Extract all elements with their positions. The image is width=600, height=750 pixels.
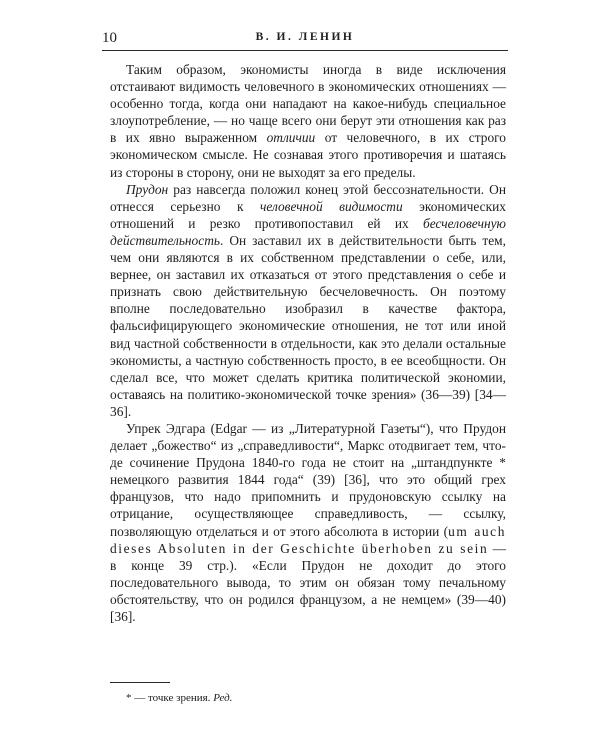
footnote-divider bbox=[110, 682, 170, 683]
paragraph-3 bbox=[110, 420, 506, 625]
paragraph-2-part-c: . Он заставил их в действительности быть тем, чем они являются в их собственном представлении о себе, или, вернее, он заставил их отказаться от этого представления о себе и признать свою действительную бесчеловечность. Он поэтому вполне последовательно изобразил в качестве фактора, фальсифицирующего экономические отношения, не тот или иной вид частной собственности в отдельности, как это делали остальные экономисты, а частную собственность просто, в ее всеобщности. Он сделал все, что может сделать критика политической экономии, оставаясь на политико-экономической точке зрения» (36—39) [34—36]. bbox=[110, 232, 506, 419]
page-header bbox=[102, 28, 508, 51]
paragraph-2 bbox=[110, 181, 506, 420]
running-head: В. И. ЛЕНИН bbox=[255, 31, 355, 43]
paragraph-2-part-b: экономических отношений и резко противопоставил ей их bbox=[110, 198, 506, 231]
paragraph-2-emphasis-a: человечной видимости bbox=[259, 198, 403, 214]
main-text bbox=[110, 61, 506, 625]
paragraph-1-part-a: Таким образом, экономисты иногда в виде исключения отстаивают видимость человечного в экономических отношениях — особенно тогда, когда они нападают на какое-нибудь специальное злоупотребление, — но чаще всего они берут эти отношения как раз в их явно выраженном bbox=[110, 62, 506, 146]
paragraph-1-part-b: от человечного, в их строго экономическом смысле. Не сознавая этого противоречия и шатаясь из стороны в сторону, они не выходят за его пределы. bbox=[110, 130, 507, 180]
paragraph-3-part-a: Упрек Эдгара (Edgar — из „Литературной Газеты“), что Прудон делает „божество“ из „справедливости“, Маркс отодвигает тем, что-де сочинение Прудона 1840-го года не стоит на „штандпункте * немецкого развития 1844 года“ (39) [36], что это общий грех французов, что надо припомнить и прудоновскую ссылку на отрицание, осуществляющее справедливость, — ссылку, позволяющую отделаться и от этого абсолюта в истории ( bbox=[110, 420, 506, 539]
paragraph-1-emphasis: отличии bbox=[266, 130, 316, 146]
footnote bbox=[126, 692, 232, 704]
paragraph-2-lead-emphasis: Прудон bbox=[126, 181, 169, 197]
paragraph-1 bbox=[110, 61, 506, 181]
footnote-text: * — точке зрения. bbox=[126, 692, 211, 704]
paragraph-3-german-quote: um auch dieses Absoluten in der Geschichte überhoben zu sein bbox=[110, 523, 507, 556]
paragraph-2-part-a: раз навсегда положил конец этой бессознательности. Он отнесся серьезно к bbox=[110, 181, 506, 214]
paragraph-2-emphasis-b: бесчеловечную действительность bbox=[110, 215, 506, 248]
footnote-editor-mark: Ред. bbox=[213, 692, 233, 704]
page-number: 10 bbox=[102, 30, 117, 46]
paragraph-3-part-b: — в конце 39 стр.). «Если Прудон не доходит до этого последовательного вывода, то этим он обязан тому печальному обстоятельству, что он родился французом, а не немцем» (39—40) [36]. bbox=[110, 540, 506, 624]
